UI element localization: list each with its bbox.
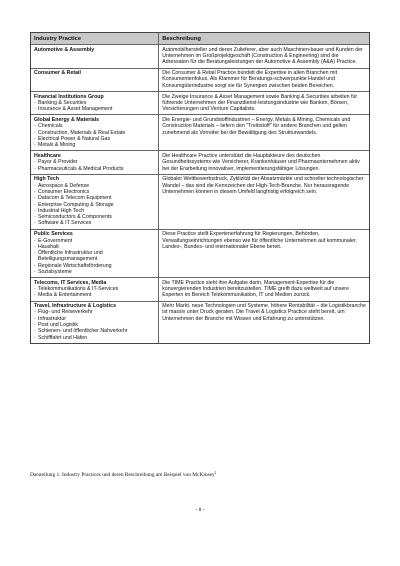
sub-practice: - Industrial High Tech [34, 208, 155, 214]
sub-practice: - Semiconductors & Components [34, 214, 155, 220]
table-row [31, 301, 369, 343]
practice-cell [31, 92, 159, 114]
description-cell: Globaler Wettbewerbsdruck, Zyklizität der Absatzmärkte und schneller technologischer Wandel – das sind die Kennzeichen der High-Tech-Branche. Nur herausragende Unternehmen können in diesem Umfeld langfristig erfolgreich sein. [162, 176, 364, 195]
sub-practice: - Öffentliche Infrastruktur und Beteiligungsmanagement [34, 250, 155, 263]
sub-practice: - Software & IT Services [34, 220, 155, 226]
sub-practice: - E-Government [34, 238, 155, 244]
practice-name: Healthcare [34, 152, 61, 159]
description-cell: Die Healthcare Practice unterstützt die Hauptakteure des deutschen Gesundheitssystems wie Versicherer, Krankenhäuser und Pharmaunternehmen aktiv bei der Erarbeitung innovativer, implementierungsfähiger Lösungen. [162, 152, 360, 172]
sub-practice: - Telekommunikations & IT-Services [34, 286, 155, 292]
description-cell: Automobilhersteller und deren Zulieferer, aber auch Maschinen-bauer und Kunden der Unternehmen im Großprojektgeschäft (Construction & Engineering) sind die Adressaten für die Beratungsleistungen der Automotive & Assembly (A&A) Practice. [162, 46, 363, 66]
practice-name: Global Energy & Materials [34, 116, 100, 123]
sub-practice: - Pharmaceuticals & Medical Products [34, 166, 155, 172]
description-cell: Die Energie- und Grundstoffindustrien – Energy, Metals & Mining, Chemicals und Construction Materials – liefern den "Treibstoff" für andere Branchen und gelten zunehmend als Vorreiter bei der Bewältigung des Strukturwandels. [162, 116, 351, 136]
footnote-mark: 1 [214, 471, 217, 475]
sub-practice: - Consumer Electronics [34, 189, 155, 195]
practice-name: Telecoms, IT Services, Media [34, 279, 107, 286]
sub-practice: - Datacom & Telecom Equipment [34, 195, 155, 201]
table-row [31, 174, 369, 229]
practice-cell [31, 278, 159, 300]
table-row [31, 91, 369, 114]
sub-practice: - Electrical Power & Natural Gas [34, 136, 155, 142]
practices-table [30, 32, 370, 344]
table-row [31, 68, 369, 91]
practice-name: Automotive & Assembly [34, 46, 95, 53]
sub-practice: - Aerospace & Defense [34, 183, 155, 189]
sub-practice: - Sozialsysteme [34, 269, 155, 275]
practice-cell [31, 230, 159, 278]
practice-cell [31, 45, 159, 67]
sub-practice: - Schienen- und öffentlicher Nahverkehr [34, 328, 155, 334]
description-cell: Diese Practice stellt Expertenerfahrung für Regierungen, Behörden, Verwaltungseinrichtungen ebenso wie für öffentliche Unternehmen auf kommunaler, Landes-, Bundes- und internationaler Ebene bereit. [162, 231, 357, 250]
description-cell: Mehr Markt, neue Technologien und Systeme, höhere Rentabilität – die Logistikbranche ist massiv unter Druck geraten. Die Travel & Logistics Practice steht bereit, um Unternehmen der Branche mit Wissen und Erfahrung zu unterstützen. [162, 303, 366, 322]
sub-practice: - Insurance & Asset Management [34, 106, 155, 112]
table-body [31, 44, 369, 343]
sub-practice: - Regionale Wirtschaftsförderung [34, 263, 155, 269]
figure-caption [30, 470, 370, 479]
sub-practice: - Schifffahrt und Häfen [34, 335, 155, 341]
sub-practice: - Metals & Mining [34, 142, 155, 148]
practice-cell [31, 69, 159, 91]
description-cell: Die Consumer & Retail Practice bündelt die Expertise in allen Branchen mit Konsumentenfokus. Als Klammer für Beratungs-schwerpunkte Handel und Konsumgüterindustrie sorgt sie für Synergien zwischen beiden Bereichen. [162, 70, 338, 89]
table-row [31, 114, 369, 150]
sub-practice: - Banking & Securities [34, 100, 155, 106]
practice-name: Travel, Infrastructure & Logistics [34, 303, 116, 310]
practice-cell [31, 175, 159, 229]
sub-practice: - Chemicals [34, 123, 155, 129]
practice-cell [31, 302, 159, 343]
description-cell: Die TIME Practice sieht ihre Aufgabe darin, Management-Expertise für die konvergierenden Industrien bereitzustellen. TIME greift dazu weltweit auf unsere Experten im Bereich Telekommunikation, IT und Medien zurück. [162, 279, 349, 299]
page-number: - 8 - [195, 507, 205, 513]
practice-cell [31, 115, 159, 150]
practice-name: High Tech [34, 176, 59, 183]
sub-practice: - Construction, Materials & Real Estate [34, 130, 155, 136]
practice-name: Consumer & Retail [34, 70, 81, 77]
practice-name: Financial Institutions Group [34, 93, 104, 100]
table-row [31, 229, 369, 278]
sub-practice: - Payor & Provider [34, 159, 155, 165]
table-row [31, 44, 369, 67]
header-description: Beschreibung [162, 35, 201, 42]
caption-text: Darstellung 1: Industry Practices und deren Beschreibung am Beispiel von McKinsey [30, 472, 215, 478]
sub-practice: - Enterprise Computing & Storage [34, 202, 155, 208]
header-practice: Industry Practice [31, 33, 159, 44]
description-cell: Die Zweige Insurance & Asset Management sowie Banking & Securities arbeiten für führende Unternehmen der Finanzdienst-leistungsindustrie wie Banken, Börsen, Versicherungen und Venture Capitalists. [162, 93, 358, 113]
table-row [31, 150, 369, 173]
sub-practice: - Haushalt [34, 244, 155, 250]
sub-practice: - Flug- und Reiseverkehr [34, 309, 155, 315]
table-header-row [31, 33, 369, 44]
sub-practice: - Infrastruktur [34, 316, 155, 322]
practice-cell [31, 151, 159, 173]
table-row [31, 277, 369, 300]
sub-practice: - Media & Entertainment [34, 292, 155, 298]
sub-practice: - Post und Logistik [34, 322, 155, 328]
practice-name: Public Services [34, 231, 73, 238]
